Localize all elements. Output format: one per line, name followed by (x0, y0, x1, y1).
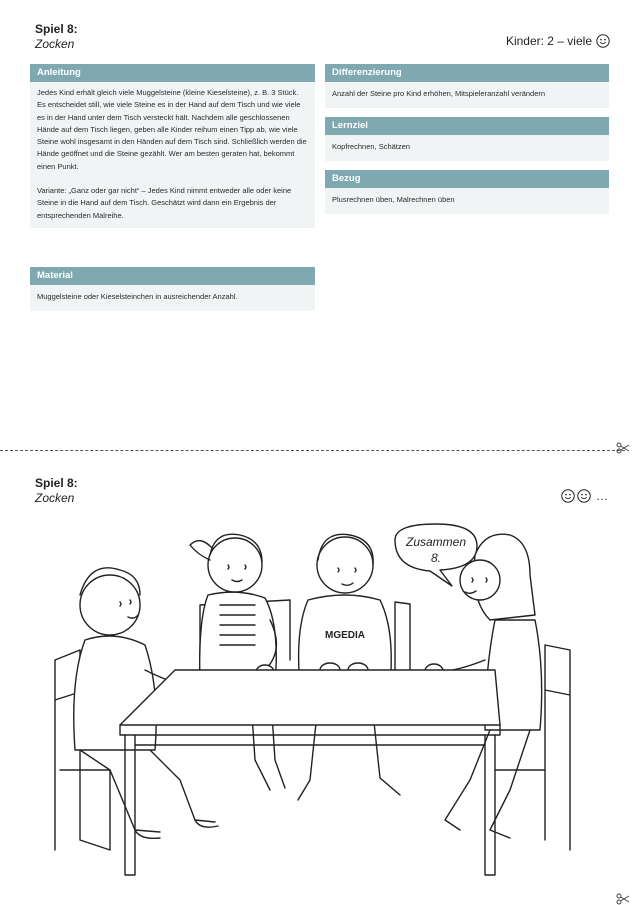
ellipsis: … (596, 489, 608, 503)
scissors-icon (616, 893, 630, 905)
bezug-box (325, 170, 609, 214)
anleitung-paragraph-2: Variante: „Ganz oder gar nicht“ – Jedes Kind nimmt entweder alle oder keine Steine in die Hand auf dem Tisch. Geschätzt wird dann ein Ergebnis der entsprechenden Malreihe. (37, 186, 292, 220)
game-title: Spiel 8: (35, 22, 78, 36)
children-at-table-illustration (40, 520, 590, 890)
differenzierung-body: Anzahl der Steine pro Kind erhöhen, Mitspieleranzahl verändern (325, 82, 609, 108)
smiley-group (561, 489, 608, 503)
game-subtitle-bottom: Zocken (35, 491, 75, 505)
smiley-icon (596, 34, 610, 48)
players-label: Kinder: 2 – viele (505, 34, 592, 48)
material-header: Material (30, 267, 315, 285)
material-body: Muggelsteine oder Kieselsteinchen in ausreichender Anzahl. (30, 285, 315, 311)
anleitung-body (30, 82, 315, 228)
lernziel-box (325, 117, 609, 161)
anleitung-box (30, 64, 315, 228)
lernziel-header: Lernziel (325, 117, 609, 135)
shirt-text: MGEDIA (325, 630, 365, 641)
smiley-icon (561, 489, 575, 503)
game-subtitle: Zocken (35, 37, 75, 51)
lernziel-body: Kopfrechnen, Schätzen (325, 135, 609, 161)
speech-bubble-line-1: Zusammen (405, 535, 467, 549)
differenzierung-header: Differenzierung (325, 64, 609, 82)
players-count (506, 34, 610, 48)
material-box (30, 267, 315, 311)
smiley-icon (577, 489, 591, 503)
anleitung-paragraph-1: Jedes Kind erhält gleich viele Muggelsteine (kleine Kieselsteine), z. B. 3 Stück. Es entscheidet still, wie viele Steine es in der Hand auf dem Tisch und wie viele es in der Hand unter dem Tisch versteckt hält. Nachdem alle geschlossenen Hände auf dem Tisch liegen, geben alle Kinder reihum einen Tipp ab, wie viele Steine wohl insgesamt in den Händen auf dem Tisch sind. Schließlich werden die Hände geöffnet und die Steine gezählt. Wer am besten geraten hat, bekommt einen Punkt. (37, 88, 307, 171)
speech-bubble-line-2: 8. (430, 551, 442, 565)
bezug-body: Plusrechnen üben, Malrechnen üben (325, 188, 609, 214)
scissors-icon (616, 442, 630, 454)
cut-line (0, 450, 625, 451)
game-title-bottom: Spiel 8: (35, 476, 78, 490)
differenzierung-box (325, 64, 609, 108)
bezug-header: Bezug (325, 170, 609, 188)
anleitung-header: Anleitung (30, 64, 315, 82)
